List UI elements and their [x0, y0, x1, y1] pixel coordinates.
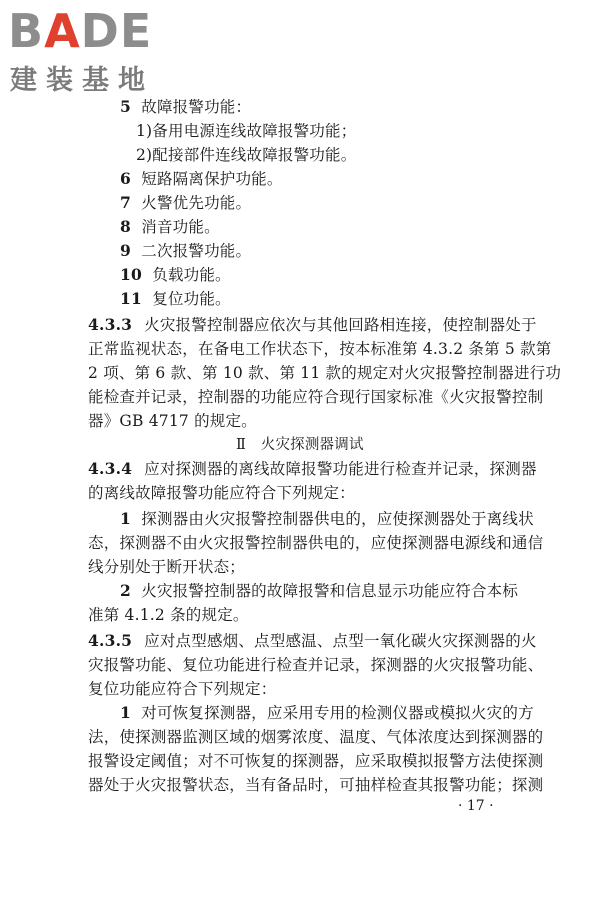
paragraph-line: 能检查并记录，控制器的功能应符合现行国家标准《火灾报警控制: [88, 388, 544, 406]
list-item: 9 二次报警功能。: [120, 241, 252, 260]
list-item: 6 短路隔离保护功能。: [120, 169, 283, 188]
list-item: 5 故障报警功能：: [120, 97, 252, 116]
paragraph-line: 的离线故障报警功能应符合下列规定：: [88, 484, 355, 502]
list-item: 11 复位功能。: [120, 289, 231, 308]
list-item: 7 火警优先功能。: [120, 193, 252, 212]
paragraph-line: 灾报警功能、复位功能进行检查并记录，探测器的火灾报警功能、: [88, 656, 544, 674]
clause-4-3-4: 4.3.4 应对探测器的离线故障报警功能进行检查并记录，探测器: [88, 459, 537, 478]
paragraph-line: 线分别处于断开状态；: [88, 558, 246, 576]
paragraph-line: 复位功能应符合下列规定：: [88, 680, 277, 698]
list-item: 2 火灾报警控制器的故障报警和信息显示功能应符合本标: [120, 581, 519, 600]
page-number: · 17 ·: [458, 798, 494, 814]
list-item: 1 探测器由火灾报警控制器供电的，应使探测器处于离线状: [120, 509, 534, 528]
clause-4-3-3: 4.3.3 火灾报警控制器应依次与其他回路相连接，使控制器处于: [88, 315, 537, 334]
logo-subtitle: 建装基地: [10, 65, 154, 96]
list-item: 1)备用电源连线故障报警功能；: [136, 122, 357, 140]
section-heading: Ⅱ 火灾探测器调试: [236, 437, 364, 453]
paragraph-line: 器处于火灾报警状态，当有备品时，可抽样检查其报警功能；探测: [88, 776, 544, 794]
list-item: 10 负载功能。: [120, 265, 231, 284]
paragraph-line: 2 项、第 6 款、第 10 款、第 11 款的规定对火灾报警控制器进行功: [88, 364, 562, 382]
logo-wordmark: BADE: [8, 4, 153, 58]
paragraph-line: 法，使探测器监测区域的烟雾浓度、温度、气体浓度达到探测器的: [88, 728, 544, 746]
paragraph-line: 报警设定阈值；对不可恢复的探测器，应采取模拟报警方法使探测: [88, 752, 544, 770]
paragraph-line: 正常监视状态，在备电工作状态下，按本标准第 4.3.2 条第 5 款第: [88, 340, 552, 358]
clause-4-3-5: 4.3.5 应对点型感烟、点型感温、点型一氧化碳火灾探测器的火: [88, 631, 537, 650]
list-item: 1 对可恢复探测器，应采用专用的检测仪器或模拟火灾的方: [120, 703, 534, 722]
list-item: 8 消音功能。: [120, 217, 220, 236]
paragraph-line: 态，探测器不由火灾报警控制器供电的，应使探测器电源线和通信: [88, 534, 544, 552]
paragraph-line: 器》GB 4717 的规定。: [88, 412, 257, 430]
list-item: 2)配接部件连线故障报警功能。: [136, 146, 357, 164]
bade-logo-watermark: [8, 6, 178, 96]
paragraph-line: 准第 4.1.2 条的规定。: [88, 606, 249, 624]
